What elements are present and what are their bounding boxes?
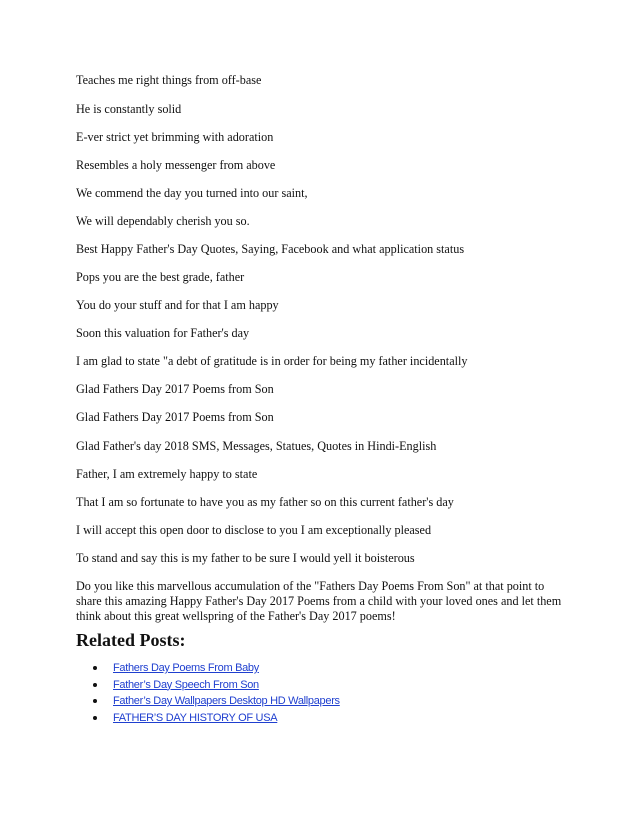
list-item [76, 710, 340, 727]
poem-line: Glad Fathers Day 2017 Poems from Son [76, 382, 274, 396]
poem-line: Teaches me right things from off-base [76, 73, 262, 87]
poem-line: To stand and say this is my father to be sure I would yell it boisterous [76, 551, 415, 565]
poem-line: You do your stuff and for that I am happy [76, 298, 279, 312]
closing-paragraph: Do you like this marvellous accumulation of the "Fathers Day Poems From Son" at that point to share this amazing Happy Father's Day 2017 Poems from a child with your loved ones and let them think about this great wellspring of the Father's Day 2017 poems! [76, 579, 562, 623]
poem-line: I am glad to state "a debt of gratitude is in order for being my father incidentally [76, 354, 468, 368]
related-link-fathers-day-speech-from-son[interactable]: Father’s Day Speech From Son [113, 678, 259, 691]
bullet-icon [93, 683, 97, 687]
related-posts-heading: Related Posts: [76, 630, 186, 650]
poem-line: Glad Fathers Day 2017 Poems from Son [76, 410, 274, 424]
poem-line: Soon this valuation for Father's day [76, 326, 250, 340]
poem-line: Pops you are the best grade, father [76, 270, 245, 284]
poem-line: Best Happy Father's Day Quotes, Saying, Facebook and what application status [76, 242, 465, 256]
poem-line: We will dependably cherish you so. [76, 214, 250, 228]
list-item [76, 677, 340, 694]
bullet-icon [93, 666, 97, 670]
list-item [76, 693, 340, 710]
related-posts-list [76, 660, 340, 726]
related-link-fathers-day-poems-from-baby[interactable]: Fathers Day Poems From Baby [113, 662, 259, 674]
poem-line: Glad Father's day 2018 SMS, Messages, Statues, Quotes in Hindi-English [76, 439, 437, 453]
poem-line: We commend the day you turned into our saint, [76, 186, 308, 200]
poem-line: Resembles a holy messenger from above [76, 158, 276, 172]
bullet-icon [93, 716, 97, 720]
bullet-icon [93, 699, 97, 703]
list-item [76, 660, 340, 677]
poem-line: I will accept this open door to disclose to you I am exceptionally pleased [76, 523, 432, 537]
related-link-fathers-day-history-of-usa[interactable]: FATHER’S DAY HISTORY OF USA [113, 711, 278, 724]
poem-line: E-ver strict yet brimming with adoration [76, 130, 274, 144]
poem-line: That I am so fortunate to have you as my father so on this current father's day [76, 495, 454, 509]
poem-line: He is constantly solid [76, 102, 182, 116]
poem-line: Father, I am extremely happy to state [76, 467, 258, 481]
related-link-fathers-day-wallpapers[interactable]: Father’s Day Wallpapers Desktop HD Wallpapers [113, 695, 340, 708]
